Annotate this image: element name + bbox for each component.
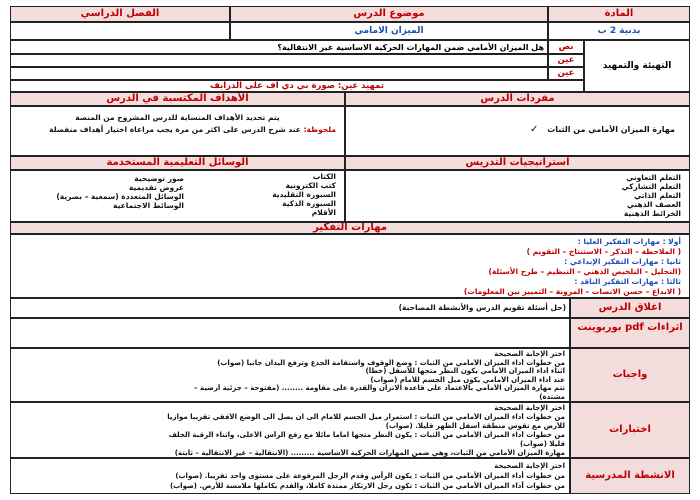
aids-title: الوسائل التعليمية المستخدمة <box>10 156 345 170</box>
tests-label: اختبارات <box>570 402 690 458</box>
closing-text: (حل أسئلة تقويم الدرس والأنشطة المصاحبة) <box>10 298 570 318</box>
enrichment-label: اثراءات pdf بوربوينت <box>570 318 690 348</box>
tests-body <box>10 402 570 458</box>
lesson-label: موضوع الدرس <box>230 6 548 22</box>
check-icon: ✓ <box>530 125 539 134</box>
aid-item: صور توضيحية <box>134 174 184 183</box>
term-label: الفصل الدراسي <box>10 6 230 22</box>
vocab-item: مهارة الميزان الأمامي من الثبات <box>547 125 675 134</box>
tests-line: مهارة الميزان الأمامي من الثبات، وهي ضمن المهارات الحركية الأساسية ......... (الانتقالية – غير الانتقالية – ثابتة) <box>174 449 565 457</box>
activities-line: من خطوات أداء الميزان الأمامي من الثبات : تكون رجل الارتكاز ممتدة كاملا، والقدم بكاملها ملامسة للأرض. (صواب) <box>169 482 565 490</box>
thinking-line: ثانيا : مهارات التفكير الإبداعي : <box>564 257 681 266</box>
aid-item: كتب الكترونية <box>285 181 336 190</box>
homework-line: اثناء أداء الميزان الأمامي يكون النظر متجها للأسفل (خطأ) <box>365 367 565 376</box>
strategy-item: التعلم الذاتي <box>634 191 681 200</box>
aids-body <box>10 170 345 222</box>
thinking-title: مهارات التفكير <box>10 222 690 234</box>
thinking-line: ثالثا : مهارات التفكير الناقد : <box>574 277 681 286</box>
activities-line: اختر الإجابة الصحيحة <box>494 462 565 470</box>
strategy-item: العصف الذهني <box>626 200 681 209</box>
thinking-line: ( الملاحظة – التذكر – الاستنتاج – التقويم ) <box>526 247 681 256</box>
aid-item: الكتاب <box>312 172 336 181</box>
subject-label: المادة <box>548 6 690 22</box>
homework-line: من خطوات أداء الميزان الأمامي من الثبات : وضع الوقوف واستقامة الجذع وترفع اليدان جانبا (صواب) <box>217 358 565 367</box>
thinking-line: ( الابداع – حسن الانصات – المرونة – التمييز بين المعلومات) <box>463 287 681 296</box>
thinking-line: (التحليل – التلخيص الذهني – التنظيم – طرح الأسئلة) <box>488 267 681 276</box>
homework-line: عند أداء الميزان الأمامي يكون ميل الجسم للأمام (صواب) <box>370 375 565 384</box>
homework-line: اختر الإجابة الصحيحة <box>494 350 565 358</box>
tests-line: من خطوات أداء الميزان الأمامي من الثبات : يكون النظر متجها اماما مائلا مع رفع الرأس الأعلى، واثناء الرقبة الخلف <box>168 431 565 439</box>
warmup-prelude: تمهيد عين: صورة بي دي اف على الدرايف <box>10 80 584 92</box>
homework-line: مشتدة) <box>539 392 565 401</box>
warmup-blank-1 <box>10 54 548 67</box>
vocab-title: مفردات الدرس <box>345 92 690 106</box>
subject-value: بدنية 2 ب <box>548 22 690 40</box>
aid-item: الأقلام <box>311 208 336 217</box>
strategies-title: استراتيجيات التدريس <box>345 156 690 170</box>
strategy-item: التعلم التشاركي <box>621 182 681 191</box>
aid-item: الوسائط الاجتماعية <box>113 201 184 210</box>
aid-item: عروض تقديمية <box>128 183 184 192</box>
thinking-line: أولا : مهارات التفكير العليا : <box>577 237 681 246</box>
activities-label: الانشطة المدرسية <box>570 458 690 494</box>
homework-line: تتم مهارة الميزان الأمامي بالاعتماد على قاعدة الاتزان والقدرة على مقاومة ........ (مفتوحة – جزئية أرضية – <box>194 384 565 393</box>
tests-line: للأرض مع تقوس منطقة أسفل الظهر قليلا. (صواب) <box>385 422 565 430</box>
lesson-value: الميزان الامامي <box>230 22 548 40</box>
aid-item: السبورة الذكية <box>282 199 336 208</box>
strategy-item: التعلم التعاوني <box>626 173 681 182</box>
aid-item: الوسائل المتعددة (سمعية – بصرية) <box>56 192 184 201</box>
warmup-tag-1: نص <box>548 40 584 54</box>
homework-body <box>10 348 570 402</box>
strategies-body <box>345 170 690 222</box>
warmup-blank-2 <box>10 67 548 80</box>
thinking-body <box>10 234 690 298</box>
tests-line: قليلا (صواب) <box>519 440 565 448</box>
closing-label: اغلاق الدرس <box>570 298 690 318</box>
activities-body <box>10 458 570 494</box>
tests-line: من خطوات أداء الميزان الأمامي من الثبات : استمرار ميل الجسم للامام الى ان يصل الى الوضع الأفقي تقريبا موازيا <box>167 413 565 421</box>
warmup-question: هل الميزان الأمامي ضمن المهارات الحركية الاساسية غير الانتقالية؟ <box>10 40 548 54</box>
aid-item: السبورة التقليدية <box>272 190 336 199</box>
goals-body <box>10 106 345 156</box>
goals-title: الأهداف المكتسبة في الدرس <box>10 92 345 106</box>
warmup-label: التهيئة والتمهيد <box>584 40 690 92</box>
warmup-tag-2: عين <box>548 54 584 67</box>
vocab-body <box>345 106 690 156</box>
strategy-item: الخرائط الذهنية <box>623 209 681 218</box>
warmup-tag-3: عين <box>548 67 584 80</box>
tests-line: اختر الإجابة الصحيحة <box>494 404 565 412</box>
goals-note-label: ملحوظة: <box>303 125 336 134</box>
enrichment-body <box>10 318 570 348</box>
term-value <box>10 22 230 40</box>
activities-line: من خطوات أداء الميزان الأمامي من الثبات : يكون الرأس وقدم الرجل المرفوعة على مستوى واحد تقريبا. (صواب) <box>175 472 565 480</box>
homework-label: واجبات <box>570 348 690 402</box>
goals-note-text: عند شرح الدرس على اكثر من مرة يجب مراعاة اختيار أهداف منفصلة <box>49 125 301 134</box>
goals-line1: يتم تحديد الأهداف المنسابة للدرس المشروح من المنصة <box>75 113 280 122</box>
